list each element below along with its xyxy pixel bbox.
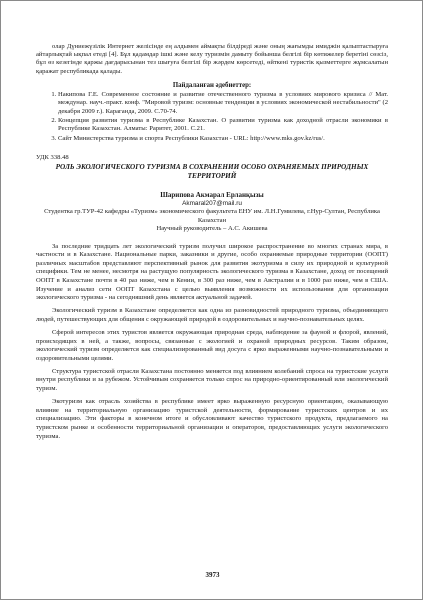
reference-item: 1. Накипова Г.Е. Современное состояние и развитие отечественного туризма в условиях мирового кризиса // Мат. междунар. науч.-практ. конф. "Мировой туризм: основные тенденции в условиях экономической нестабильности" (2 декабря 2009 г.). Караганда, 2009. С.70-74.	[58, 91, 388, 116]
page-content	[36, 43, 388, 446]
article-body	[36, 243, 388, 441]
reference-item: 2. Концепция развития туризма в Республике Казахстан. О развитии туризма как доходной отрасли экономики в Республике Казахстан. Алматы: Раритет, 2001. С.21.	[58, 117, 388, 134]
body-paragraph: Структура туристской отрасли Казахстана постоянно меняется под влиянием колебаний спроса на туристские услуги внутри республики и за рубежом. Устойчивым сохраняется только спрос на природно-ориентированный или экологический туризм.	[36, 367, 388, 393]
body-paragraph: Экологический туризм в Казахстане определяется как одна из разновидностей природного туризма, объединяющего людей, путешествующих для общения с окружающей природой в оздоровительных и научно-познавательных целях.	[36, 307, 388, 323]
body-paragraph: За последние тридцать лет экологический туризм получил широкое распространение во многих странах мира, в частности и в Казахстане. Национальные парки, заказники и другие, особо охраняемые природные территории (ООПТ) различных масштабов представляют перспективный рынок для развития экотуризма в силу их природной и культурной специфики. Тем не менее, несмотря на растущую популярность экологического туризма в Казахстане, доход от посещений ООПТ в Казахстане почти в 40 раз ниже, чем в Кении, в 300 раз ниже, чем в Австралии и в 1000 раз ниже, чем в США. Изучение и анализ сети ООПТ Казахстана с целью выявления возможности их использования для организации экологического туризма - на сегодняшний день является актуальной задачей.	[36, 242, 388, 302]
author-affiliation: Студентка гр.ТУР-42 кафедры «Туризм» экономического факультета ЕНУ им. Л.Н.Гумилева, г.Нур-Султан, Республика Казахстан	[44, 208, 380, 224]
reference-item: 3. Сайт Министерства туризма и спорта Республики Казахстан - URL: http://www.mks.gov.kz/rus/.	[58, 135, 388, 143]
references-list	[36, 91, 388, 143]
intro-paragraph: олар Дүниежүзілік Интернет желісінде ең алдымен аймақты білдіреді және оның жағымды имиджін қалыптастыруға айтарлықтай ықпал етеді [4]. Бұл қадамдар ішкі және келу туризмін дамыту бойынша белгілі бір көтижелер беретіні сөзсіз, бұл өз кезегінде қаржы дағдарысынан тез шығуға белгілі бір жәрдем көрсетеді, өйткені туристік қызметтерге жұмсалатын қаражат республикада қалады.	[36, 43, 388, 75]
body-paragraph: Экотуризм как отрасль хозяйства в республике имеет ярко выраженную ресурсную ориентацию, оказывающую влияние на территориальную организацию туристской деятельности, формирование туристских центров и их специализацию. Эти факторы в конечном итоге и обусловливают качество туристского продукта, предлагаемого на туристском рынке и особенности территориальной организации и операторов, предоставляющих услуги экологического туризма.	[36, 398, 388, 440]
author-name: Шарипова Акмарал Ерланқызы	[160, 191, 264, 200]
references-heading: Пайдаланған әдебиеттер:	[172, 81, 252, 89]
udc-code: УДК 338.48	[36, 154, 69, 162]
body-paragraph: Сферой интересов этих туристов является окружающая природная среда, наблюдение за фауной и флорой, явлений, происходящих в ней, а также, вопросы, связанные с экологией и охраной природных ресурсов. Таким образом, экологический туризм определяется как специализированный вид досуга с ярко выраженными научно-познавательными и оздоровительными целями.	[36, 329, 388, 362]
article-title: РОЛЬ ЭКОЛОГИЧЕСКОГО ТУРИЗМА В СОХРАНЕНИИ ОСОБО ОХРАНЯЕМЫХ ПРИРОДНЫХ ТЕРРИТОРИЙ	[55, 163, 369, 180]
page-number: 3973	[205, 571, 220, 579]
supervisor: Научный руководитель – А.С. Акишева	[156, 225, 268, 233]
author-email: Akmaral207@mail.ru	[182, 200, 242, 208]
